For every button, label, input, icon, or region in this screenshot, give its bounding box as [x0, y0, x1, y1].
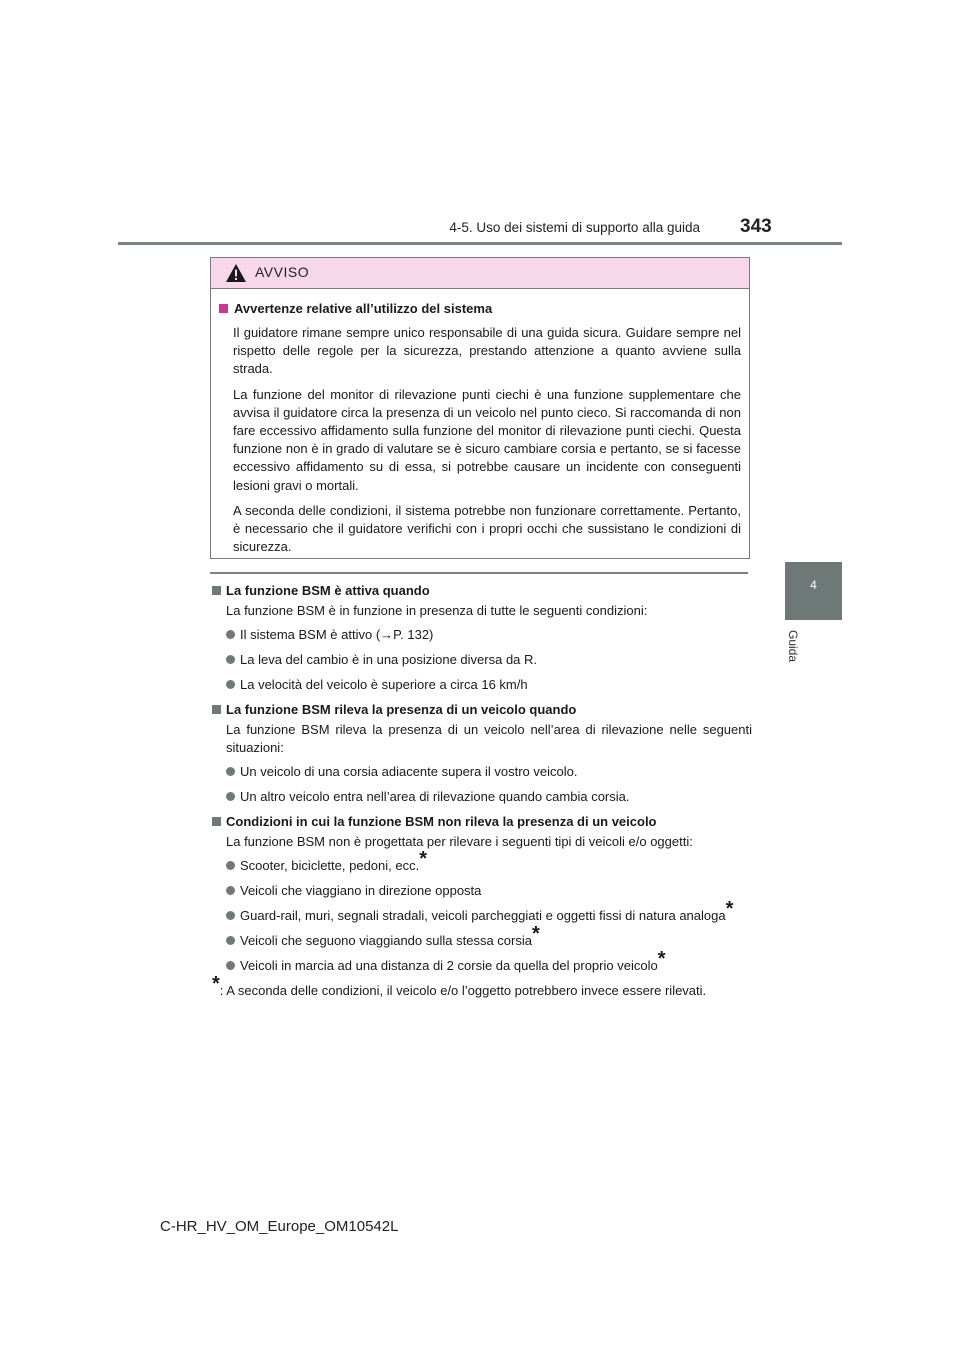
- asterisk-mark: *: [657, 948, 666, 970]
- chapter-label: [786, 630, 802, 670]
- list-item: [226, 923, 752, 950]
- list-item: [226, 788, 752, 806]
- section-intro: La funzione BSM non è progettata per rilevare i seguenti tipi di veicoli e/o oggetti:: [226, 834, 693, 849]
- document-code: C-HR_HV_OM_Europe_OM10542L: [160, 1218, 399, 1235]
- warning-paragraph: Il guidatore rimane sempre unico responsabile di una guida sicura. Guidare sempre nel rispetto delle regole per la sicurezza, prestando attenzione a quanto avviene sulla strada.: [233, 325, 741, 377]
- header-rule: [118, 242, 842, 245]
- list-item: [226, 651, 752, 669]
- list-item-text: Scooter, biciclette, pedoni, ecc.: [240, 858, 420, 873]
- section-heading-text: La funzione BSM è attiva quando: [226, 583, 430, 598]
- asterisk-mark: *: [212, 973, 220, 995]
- square-bullet-icon: [219, 304, 228, 313]
- asterisk-mark: *: [419, 848, 428, 870]
- bullet-dot-icon: [226, 767, 235, 776]
- list-item-text: Veicoli che viaggiano in direzione opposta: [240, 883, 482, 898]
- square-bullet-icon: [212, 817, 221, 826]
- warning-title-text: Avvertenze relative all’utilizzo del sistema: [234, 301, 493, 316]
- list-item-text: Veicoli in marcia ad una distanza di 2 corsie da quella del proprio veicolo: [240, 958, 658, 973]
- bullet-dot-icon: [226, 961, 235, 970]
- warning-paragraph: A seconda delle condizioni, il sistema potrebbe non funzionare correttamente. Pertanto, è necessario che il guidatore verifichi con i propri occhi che sussistano le condizioni di sicurezza.: [233, 502, 741, 555]
- list-item-text: La leva del cambio è in una posizione diversa da R.: [240, 652, 538, 667]
- bullet-dot-icon: [226, 792, 235, 801]
- square-bullet-icon: [212, 586, 221, 595]
- section-intro: La funzione BSM rileva la presenza di un veicolo nell’area di rilevazione nelle seguenti situazioni:: [226, 722, 752, 755]
- footnote: [212, 973, 752, 1000]
- main-content: [212, 582, 752, 1000]
- footnote-text: : A seconda delle condizioni, il veicolo e/o l’oggetto potrebbero invece essere rilevati.: [219, 983, 707, 998]
- list-item: [226, 676, 752, 694]
- section-heading-text: La funzione BSM rileva la presenza di un veicolo quando: [226, 702, 577, 717]
- list-item: [226, 848, 752, 875]
- section-heading: [212, 701, 752, 719]
- bullet-dot-icon: [226, 861, 235, 870]
- bullet-dot-icon: [226, 886, 235, 895]
- section-title: 4-5. Uso dei sistemi di supporto alla guida: [449, 220, 700, 235]
- chapter-number: 4: [810, 578, 817, 592]
- section-heading: [212, 813, 752, 831]
- page-number: 343: [740, 216, 772, 237]
- list-item-text: Un veicolo di una corsia adiacente supera il vostro veicolo.: [240, 764, 578, 779]
- list-item: [226, 626, 752, 644]
- section-heading: [212, 582, 752, 600]
- list-item: [226, 763, 752, 781]
- bullet-dot-icon: [226, 936, 235, 945]
- list-item-text: Guard-rail, muri, segnali stradali, veicoli parcheggiati e oggetti fissi di natura analoga: [240, 908, 726, 923]
- warning-header: [211, 258, 749, 289]
- section-separator: [210, 572, 748, 574]
- list-item: [226, 898, 752, 925]
- list-item: [226, 882, 752, 900]
- section-intro: La funzione BSM è in funzione in presenza di tutte le seguenti condizioni:: [226, 603, 648, 618]
- bullet-dot-icon: [226, 911, 235, 920]
- warning-box: [210, 257, 750, 559]
- list-item-text: Un altro veicolo entra nell’area di rilevazione quando cambia corsia.: [240, 789, 630, 804]
- list-item: [226, 948, 752, 975]
- warning-triangle-icon: [225, 263, 247, 283]
- warning-label: AVVISO: [255, 264, 310, 280]
- section-heading-text: Condizioni in cui la funzione BSM non rileva la presenza di un veicolo: [226, 814, 657, 829]
- asterisk-mark: *: [725, 898, 734, 920]
- chapter-label-text: Guida: [786, 630, 800, 663]
- square-bullet-icon: [212, 705, 221, 714]
- asterisk-mark: *: [531, 923, 540, 945]
- bullet-dot-icon: [226, 630, 235, 639]
- warning-paragraph: La funzione del monitor di rilevazione punti ciechi è una funzione supplementare che avvisa il guidatore circa la presenza di un veicolo nel punto cieco. Si raccomanda di non fare eccessivo affidamento sulla funzione del monitor di rilevazione punti ciechi. Questa funzione non è in grado di valutare se è sicuro cambiare corsia e pertanto, se si facesse eccessivo affidamento su di essa, si potrebbe causare un incidente con conseguenti lesioni gravi o mortali.: [233, 386, 741, 493]
- bullet-dot-icon: [226, 655, 235, 664]
- bullet-dot-icon: [226, 680, 235, 689]
- warning-title: [219, 300, 741, 318]
- list-item-text: La velocità del veicolo è superiore a circa 16 km/h: [240, 677, 528, 692]
- list-item-text: Veicoli che seguono viaggiando sulla stessa corsia: [240, 933, 532, 948]
- warning-body: [219, 300, 741, 563]
- list-item-text: Il sistema BSM è attivo (→P. 132): [240, 627, 434, 642]
